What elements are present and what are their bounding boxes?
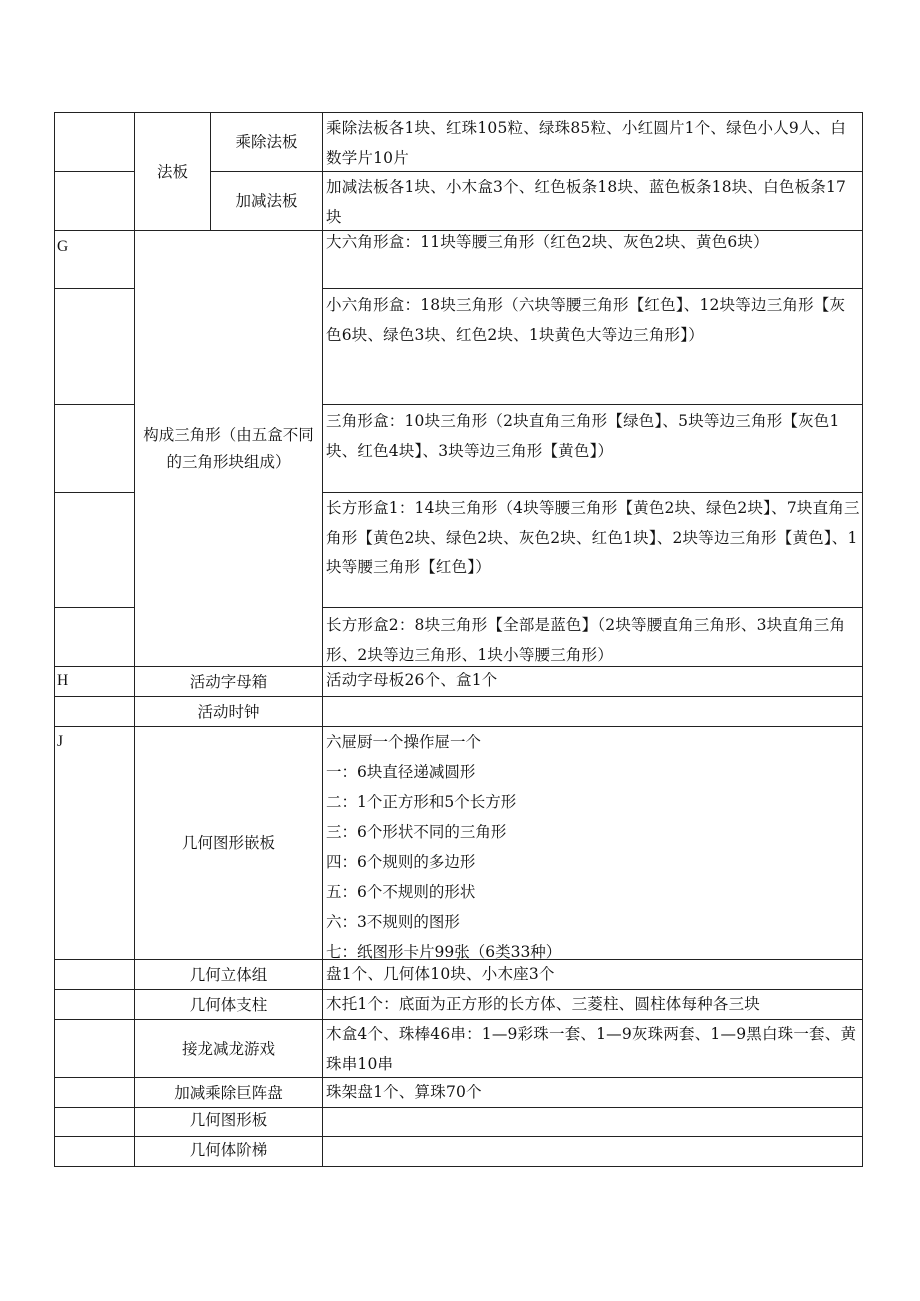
qian-ban-name-text: 几何图形嵌板 xyxy=(181,834,275,852)
qian-ban-desc xyxy=(323,727,862,959)
zimu-xiang-desc: 活动字母板26个、盒1个 xyxy=(326,671,498,689)
qian-ban-line: 二：1个正方形和5个长方形 xyxy=(326,793,517,811)
cheng-chu-fa-ban-name-text: 乘除法板 xyxy=(235,133,298,151)
row-divider xyxy=(322,288,863,289)
cheng-chu-fa-ban-name xyxy=(211,113,322,171)
juzhen-pan-desc: 珠架盘1个、算珠70个 xyxy=(326,1083,482,1101)
qian-ban-line: 三：6个形状不同的三角形 xyxy=(326,823,507,841)
jia-jian-fa-ban-name-text: 加减法板 xyxy=(235,192,298,210)
qian-ban-line: 六屉厨一个操作屉一个 xyxy=(326,733,482,751)
g-category xyxy=(135,231,322,666)
jielong-name xyxy=(135,1020,322,1077)
tuxing-ban-desc xyxy=(323,1108,862,1136)
table-right-border xyxy=(862,112,863,1167)
g-item-rectangle-box-2: 长方形盒2：8块三角形【全部是蓝色】（2块等腰直角三角形、3块直角三角形、2块等边三角形、1块小等腰三角形） xyxy=(326,616,846,664)
group-letter-h: H xyxy=(57,672,69,689)
qian-ban-line: 六：3不规则的图形 xyxy=(326,913,460,931)
row-divider xyxy=(54,607,134,608)
row-divider xyxy=(54,288,134,289)
jielong-name-text: 接龙减龙游戏 xyxy=(181,1039,275,1058)
group-letter-g: G xyxy=(57,238,69,255)
shizhong-desc xyxy=(323,697,862,726)
row-divider xyxy=(322,404,863,405)
jia-jian-fa-ban-name xyxy=(211,172,322,230)
qian-ban-line: 四：6个规则的多边形 xyxy=(326,853,476,871)
row-divider xyxy=(322,492,863,493)
shizhong-name-text: 活动时钟 xyxy=(197,702,260,721)
fa-ban-category-text: 法板 xyxy=(156,162,188,181)
shizhong-name xyxy=(135,697,322,726)
zhi-zhu-name xyxy=(135,990,322,1019)
row-divider xyxy=(54,171,134,172)
row-divider xyxy=(54,492,134,493)
qian-ban-line: 七：纸图形卡片99张（6类33种） xyxy=(326,943,562,959)
zimu-xiang-name xyxy=(135,667,322,696)
qian-ban-line: 五：6个不规则的形状 xyxy=(326,883,476,901)
liti-zu-desc: 盘1个、几何体10块、小木座3个 xyxy=(326,965,555,983)
row-divider xyxy=(54,404,134,405)
g-item-small-hexagon-box: 小六角形盒：18块三角形（六块等腰三角形【红色】、12块等边三角形【灰色6块、绿色3块、红色2块、1块黄色大等边三角形】） xyxy=(326,296,846,344)
fa-ban-category xyxy=(135,113,210,230)
group-letter-j: J xyxy=(57,733,64,750)
jielong-desc: 木盒4个、珠棒46串：1—9彩珠一套、1—9灰珠两套、1—9黑白珠一套、黄珠串10串 xyxy=(326,1025,857,1073)
cheng-chu-fa-ban-desc: 乘除法板各1块、红珠105粒、绿珠85粒、小红圆片1个、绿色小人9人、白数学片10片 xyxy=(326,119,847,167)
g-item-triangle-box: 三角形盒：10块三角形（2块直角三角形【绿色】、5块等边三角形【灰色1块、红色4块】、3块等边三角形【黄色】） xyxy=(326,412,840,460)
zhi-zhu-name-text: 几何体支柱 xyxy=(189,995,268,1014)
zhi-zhu-desc: 木托1个：底面为正方形的长方体、三菱柱、圆柱体每种各三块 xyxy=(326,995,760,1013)
qian-ban-line: 一：6块直径递减圆形 xyxy=(326,763,476,781)
jieti-desc xyxy=(323,1137,862,1166)
table-left-border xyxy=(54,112,55,1167)
tuxing-ban-name-text: 几何图形板 xyxy=(189,1111,268,1129)
row-divider xyxy=(322,607,863,608)
jieti-name-text: 几何体阶梯 xyxy=(189,1141,268,1159)
table-bottom-border xyxy=(54,1166,863,1167)
tuxing-ban-name xyxy=(135,1106,322,1134)
g-category-text: 构成三角形（由五盒不同的三角形块组成） xyxy=(143,425,314,471)
jieti-name xyxy=(135,1135,322,1165)
qian-ban-name xyxy=(135,727,322,959)
liti-zu-name xyxy=(135,960,322,989)
liti-zu-name-text: 几何立体组 xyxy=(189,965,268,984)
g-item-rectangle-box-1: 长方形盒1：14块三角形（4块等腰三角形【黄色2块、绿色2块】、7块直角三角形【黄色2块、绿色2块、灰色2块、红色1块】、2块等边三角形【黄色】、1块等腰三角形【红色】） xyxy=(326,499,860,576)
juzhen-pan-name xyxy=(135,1078,322,1107)
juzhen-pan-name-text: 加减乘除巨阵盘 xyxy=(174,1083,283,1102)
g-item-large-hexagon-box: 大六角形盒：11块等腰三角形（红色2块、灰色2块、黄色6块） xyxy=(326,233,769,251)
jia-jian-fa-ban-desc: 加减法板各1块、小木盒3个、红色板条18块、蓝色板条18块、白色板条17块 xyxy=(326,178,847,226)
zimu-xiang-name-text: 活动字母箱 xyxy=(189,672,268,691)
